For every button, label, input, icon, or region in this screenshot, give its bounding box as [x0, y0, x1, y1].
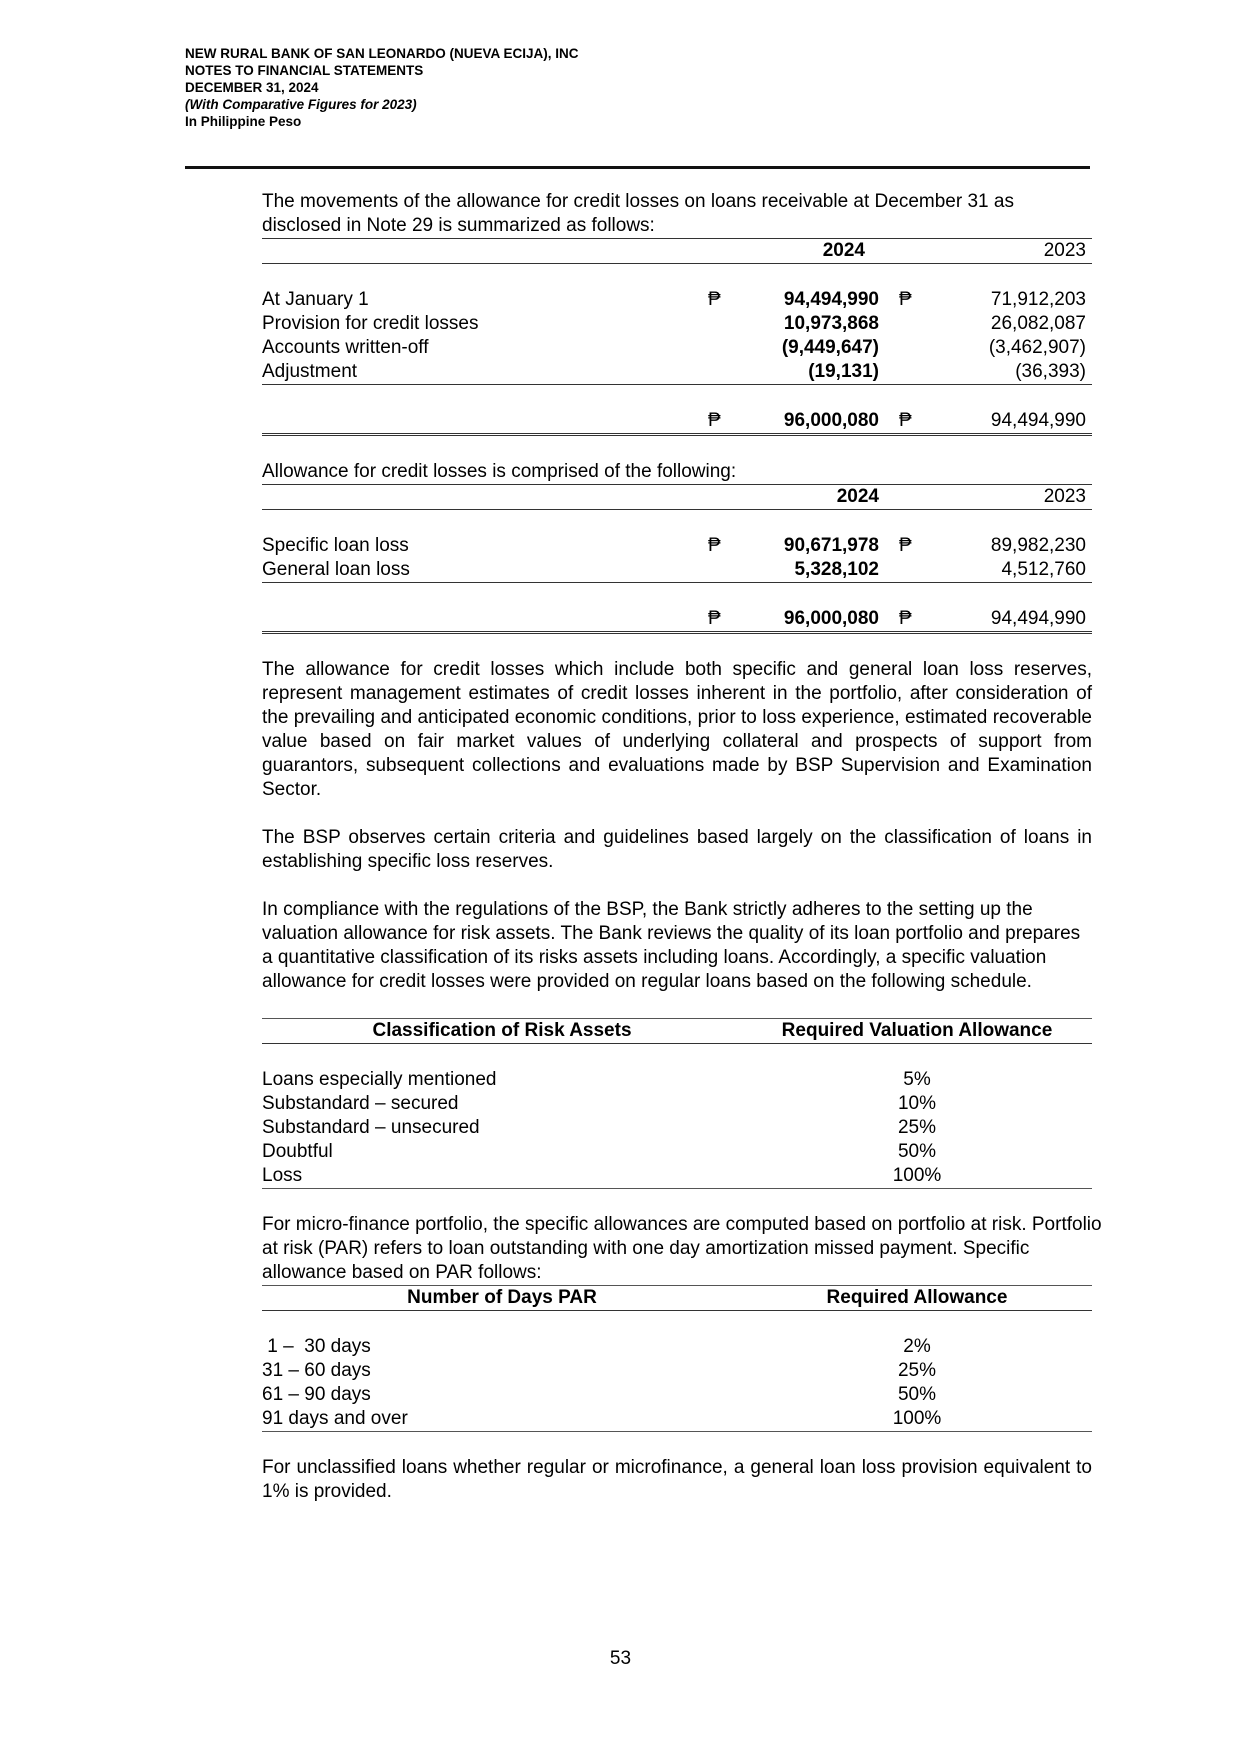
- statement-title: NOTES TO FINANCIAL STATEMENTS: [185, 63, 424, 78]
- year-2023-header: 2023: [945, 239, 1092, 264]
- page-number: 53: [609, 1648, 632, 1669]
- column-header: Required Valuation Allowance: [742, 1019, 1092, 1044]
- composition-table: [262, 485, 1092, 634]
- table-row: At January 1 ₱ 94,494,990 ₱ 71,912,203: [262, 289, 1086, 310]
- total-row: [262, 607, 1092, 633]
- header-divider: [185, 166, 1090, 169]
- total-2023: 94,494,990: [945, 409, 1092, 435]
- column-header: Classification of Risk Assets: [262, 1019, 742, 1044]
- peso-sign: ₱: [887, 607, 945, 633]
- paragraph-allowance-description: The allowance for credit losses which include both specific and general loan loss reserves, represent management estimates of credit losses inherent in the portfolio, after consideration of the prevailing and anticipated economic conditions, prior to loss experience, estimated recoverable value based on fair market values of underlying collateral and prospects of support from guarantors, subsequent collections and evaluations made by BSP Supervision and Examination Sector.: [262, 659, 1092, 800]
- peso-sign: ₱: [899, 289, 912, 310]
- year-2024-header: 2024: [754, 485, 887, 510]
- year-header-row: [262, 239, 1092, 264]
- peso-sign: ₱: [708, 289, 721, 310]
- table-row: Accounts written-off (9,449,647) (3,462,907): [262, 337, 1086, 358]
- table-row: General loan loss 5,328,102 4,512,760: [262, 558, 1092, 583]
- document-header: [185, 45, 579, 130]
- column-header: Required Allowance: [742, 1286, 1092, 1311]
- company-name: NEW RURAL BANK OF SAN LEONARDO (NUEVA ECIJA), INC: [185, 46, 579, 61]
- paragraph-bsp-criteria: The BSP observes certain criteria and guidelines based largely on the classification of loans in establishing specific loss reserves.: [262, 827, 1092, 872]
- table-row: 61 – 90 days 50%: [262, 1384, 937, 1405]
- statement-date: DECEMBER 31, 2024: [185, 80, 319, 95]
- peso-sign: ₱: [708, 535, 721, 556]
- year-2023-header: 2023: [945, 485, 1092, 510]
- table-row: Loss 100%: [262, 1164, 1092, 1189]
- total-row: [262, 409, 1092, 435]
- risk-classification-table: [262, 1018, 1092, 1189]
- table-row: Substandard – unsecured 25%: [262, 1117, 937, 1138]
- table-row: 91 days and over 100%: [262, 1407, 1092, 1432]
- table-row: Specific loan loss ₱ 90,671,978 ₱ 89,982,230: [262, 535, 1086, 556]
- comparative-note: (With Comparative Figures for 2023): [185, 97, 417, 112]
- total-2024: 96,000,080: [754, 409, 887, 435]
- paragraph-general-provision: For unclassified loans whether regular or microfinance, a general loan loss provision equivalent to 1% is provided.: [262, 1457, 1092, 1502]
- year-2024-header: 2024: [754, 239, 887, 264]
- table-row: Loans especially mentioned 5%: [262, 1069, 931, 1090]
- page-content: [262, 190, 1102, 1504]
- year-header-row: [262, 485, 1092, 510]
- peso-sign: ₱: [708, 607, 754, 633]
- par-schedule-table: [262, 1285, 1092, 1432]
- table-row: Doubtful 50%: [262, 1141, 937, 1162]
- table-row: 31 – 60 days 25%: [262, 1360, 937, 1381]
- paragraph-compliance: In compliance with the regulations of the BSP, the Bank strictly adheres to the setting up the valuation allowance for risk assets. The Bank reviews the quality of its loan portfolio and prepares a quantitative classification of its risks assets including loans. Accordingly, a specific valuation allowance for credit losses were provided on regular loans based on the following schedule.: [262, 899, 1081, 992]
- paragraph-microfinance: For micro-finance portfolio, the specific allowances are computed based on portfolio at risk. Portfolio at risk (PAR) refers to loan outstanding with one day amortization missed payment. Specific allowance based on PAR follows:: [262, 1214, 1102, 1283]
- peso-sign: ₱: [887, 409, 945, 435]
- movements-table: [262, 239, 1092, 436]
- total-2023: 94,494,990: [945, 607, 1092, 633]
- table-row: Adjustment (19,131) (36,393): [262, 360, 1092, 385]
- peso-sign: ₱: [899, 535, 912, 556]
- table-row: 1 – 30 days 2%: [262, 1336, 931, 1357]
- movements-intro: The movements of the allowance for credit losses on loans receivable at December 31 as disclosed in Note 29 is summarized as follows:: [262, 190, 1092, 239]
- total-2024: 96,000,080: [754, 607, 887, 633]
- column-header: Number of Days PAR: [262, 1286, 742, 1311]
- table-row: Substandard – secured 10%: [262, 1093, 937, 1114]
- currency-note: In Philippine Peso: [185, 114, 302, 129]
- table-row: Provision for credit losses 10,973,868 26,082,087: [262, 313, 1086, 334]
- peso-sign: ₱: [708, 409, 754, 435]
- composition-intro: Allowance for credit losses is comprised of the following:: [262, 460, 1092, 485]
